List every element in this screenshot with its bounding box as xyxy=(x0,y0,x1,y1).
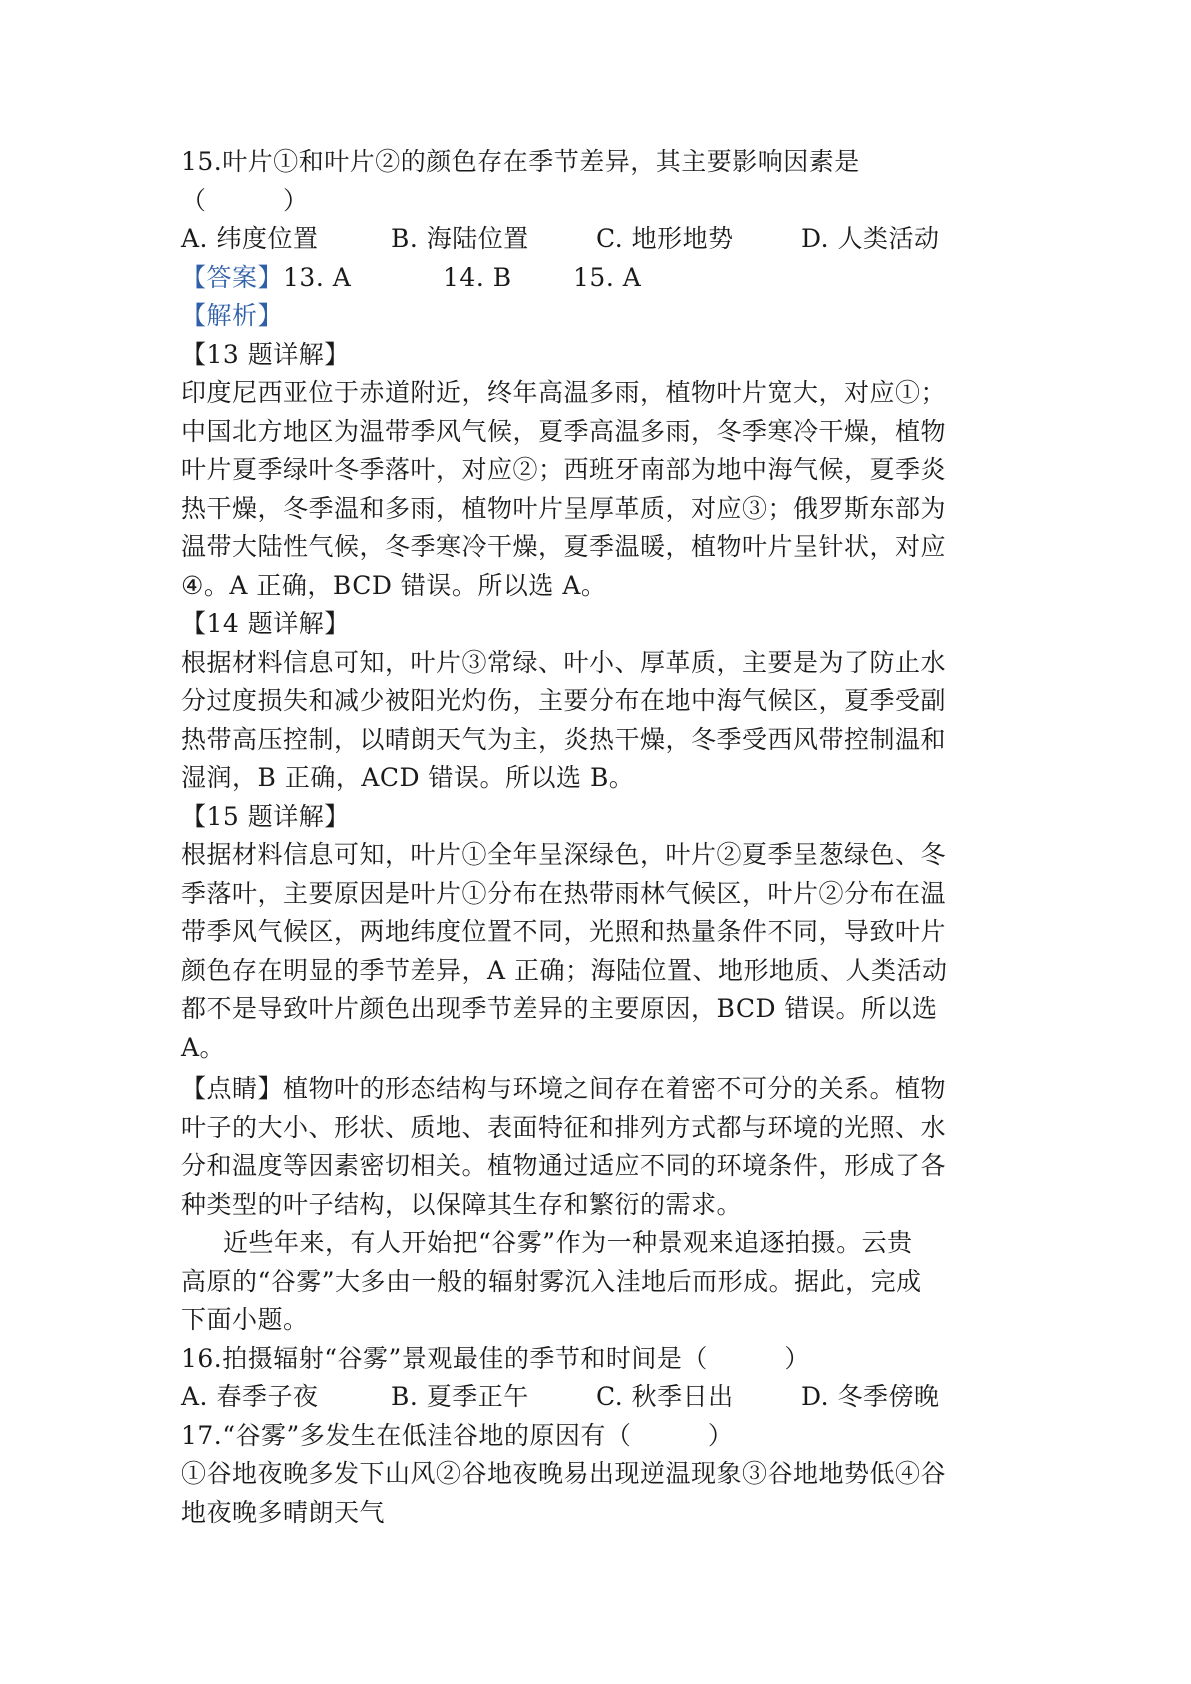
detail-15-line: 季落叶，主要原因是叶片①分布在热带雨林气候区，叶片②分布在温 xyxy=(181,878,947,908)
q17-line: 地夜晚多晴朗天气 xyxy=(181,1497,386,1527)
detail-14-line: 热带高压控制，以晴朗天气为主，炎热干燥，冬季受西风带控制温和 xyxy=(181,724,947,754)
detail-15-line: 带季风气候区，两地纬度位置不同，光照和热量条件不同，导致叶片 xyxy=(181,917,947,946)
detail-13-title: 【13 题详解】 xyxy=(181,339,350,369)
dianjing-line: 叶子的大小、形状、质地、表面特征和排列方式都与环境的光照、水 xyxy=(181,1112,947,1142)
detail-15-line: A。 xyxy=(181,1032,226,1062)
q17-stem: 17.“谷雾”多发生在低洼谷地的原因有（ ） xyxy=(181,1420,734,1450)
q15-option-b: B. 海陆位置 xyxy=(391,224,529,253)
q15-options xyxy=(181,220,1011,259)
q16-options xyxy=(181,1378,1011,1417)
material-line: 高原的“谷雾”大多由一般的辐射雾沉入洼地后而形成。据此，完成 xyxy=(181,1266,922,1296)
detail-14-title: 【14 题详解】 xyxy=(181,609,350,638)
detail-14-line: 根据材料信息可知，叶片③常绿、叶小、厚革质，主要是为了防止水 xyxy=(181,647,947,677)
detail-13-line: 印度尼西亚位于赤道附近，终年高温多雨，植物叶片宽大，对应①； xyxy=(181,378,947,407)
detail-13-line: 叶片夏季绿叶冬季落叶，对应②；西班牙南部为地中海气候，夏季炎 xyxy=(181,455,947,484)
material-line: 下面小题。 xyxy=(181,1305,309,1334)
answer-14: 14. B xyxy=(443,262,512,292)
answer-15: 15. A xyxy=(573,262,642,292)
detail-15-line: 颜色存在明显的季节差异，A 正确；海陆位置、地形地质、人类活动 xyxy=(181,955,948,985)
answer-label: 【答案】 xyxy=(181,262,284,292)
q17-line: ①谷地夜晚多发下山风②谷地夜晚易出现逆温现象③谷地地势低④谷 xyxy=(181,1459,947,1488)
detail-15-title: 【15 题详解】 xyxy=(181,801,350,831)
q15-stem: 15.叶片①和叶片②的颜色存在季节差异，其主要影响因素是 xyxy=(181,147,860,176)
q15-option-c: C. 地形地势 xyxy=(596,224,734,253)
detail-15-line: 根据材料信息可知，叶片①全年呈深绿色，叶片②夏季呈葱绿色、冬 xyxy=(181,840,947,869)
detail-13-line: ④。A 正确，BCD 错误。所以选 A。 xyxy=(181,570,607,600)
detail-13-line: 中国北方地区为温带季风气候，夏季高温多雨，冬季寒冷干燥，植物 xyxy=(181,416,947,446)
material-line: 近些年来，有人开始把“谷雾”作为一种景观来追逐拍摄。云贵 xyxy=(223,1228,913,1257)
detail-13-line: 热干燥，冬季温和多雨，植物叶片呈厚革质，对应③；俄罗斯东部为 xyxy=(181,493,947,523)
q15-option-a: A. 纬度位置 xyxy=(181,224,319,253)
q15-blank: （ ） xyxy=(181,185,309,215)
dianjing-line: 种类型的叶子结构，以保障其生存和繁衍的需求。 xyxy=(181,1189,743,1219)
dianjing-line: 分和温度等因素密切相关。植物通过适应不同的环境条件，形成了各 xyxy=(181,1151,947,1180)
dianjing-line: 【点睛】植物叶的形态结构与环境之间存在着密不可分的关系。植物 xyxy=(181,1074,947,1103)
answer-13: 13. A xyxy=(283,262,352,292)
q16-option-b: B. 夏季正午 xyxy=(391,1382,529,1411)
q16-option-d: D. 冬季傍晚 xyxy=(801,1382,940,1411)
document-page xyxy=(181,143,1011,1532)
q15-option-d: D. 人类活动 xyxy=(801,224,940,253)
detail-14-line: 湿润，B 正确，ACD 错误。所以选 B。 xyxy=(181,763,635,792)
analysis-label: 【解析】 xyxy=(181,301,284,330)
q16-option-c: C. 秋季日出 xyxy=(596,1382,734,1411)
detail-13-line: 温带大陆性气候，冬季寒冷干燥，夏季温暖，植物叶片呈针状，对应 xyxy=(181,532,947,561)
answer-row xyxy=(181,259,1011,298)
q16-option-a: A. 春季子夜 xyxy=(181,1382,319,1411)
detail-14-line: 分过度损失和减少被阳光灼伤，主要分布在地中海气候区，夏季受副 xyxy=(181,686,947,715)
detail-15-line: 都不是导致叶片颜色出现季节差异的主要原因，BCD 错误。所以选 xyxy=(181,994,938,1023)
q16-stem: 16.拍摄辐射“谷雾”景观最佳的季节和时间是（ ） xyxy=(181,1343,810,1373)
